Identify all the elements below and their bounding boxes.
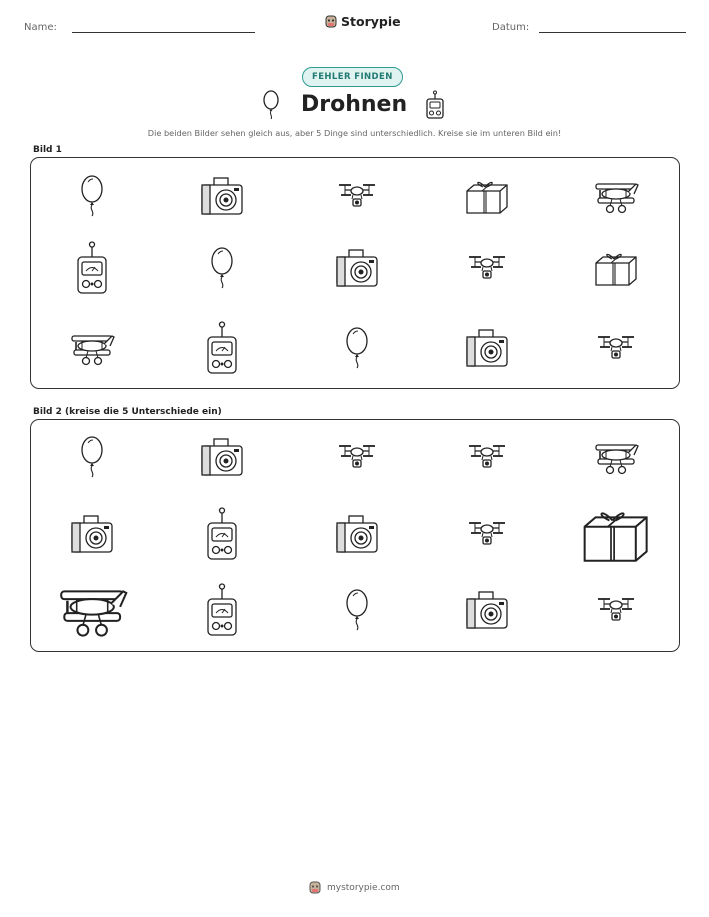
- date-label: Datum:: [492, 22, 530, 33]
- storypie-footer-icon: [308, 880, 322, 895]
- bild1-camera-icon: [312, 230, 402, 306]
- bild2-gift-icon[interactable]: [571, 496, 661, 572]
- bild1-gift-icon: [442, 158, 532, 234]
- name-label: Name:: [24, 22, 57, 33]
- bild1-plane-icon: [47, 310, 137, 386]
- title-radio-icon: [424, 90, 446, 124]
- bild2-drone-icon[interactable]: [442, 419, 532, 495]
- bild1-camera-icon: [177, 158, 267, 234]
- bild2-plane-icon[interactable]: [571, 419, 661, 495]
- bild1-plane-icon: [571, 158, 661, 234]
- bild1-drone-icon: [312, 158, 402, 234]
- bild2-camera-icon[interactable]: [177, 419, 267, 495]
- bild1-drone-icon: [442, 230, 532, 306]
- bild1-radio-icon: [177, 310, 267, 386]
- brand-name: Storypie: [341, 14, 401, 29]
- bild2-camera-icon[interactable]: [312, 496, 402, 572]
- category-badge: FEHLER FINDEN: [302, 67, 403, 87]
- bild2-drone-icon[interactable]: [312, 419, 402, 495]
- bild2-camera-icon[interactable]: [47, 496, 137, 572]
- bild2-plane-icon[interactable]: [47, 572, 137, 648]
- bild1-label: Bild 1: [33, 145, 62, 155]
- bild2-balloon-icon[interactable]: [312, 572, 402, 648]
- instructions-text: Die beiden Bilder sehen gleich aus, aber 5 Dinge sind unterschiedlich. Kreise sie im unteren Bild ein!: [147, 128, 562, 138]
- storypie-mascot-icon: [324, 14, 338, 29]
- date-line[interactable]: [539, 32, 686, 33]
- footer: [308, 880, 400, 895]
- bild1-drone-icon: [571, 310, 661, 386]
- footer-url: mystorypie.com: [327, 882, 400, 893]
- title-balloon-icon: [262, 90, 280, 124]
- bild1-camera-icon: [442, 310, 532, 386]
- bild1-balloon-icon: [47, 158, 137, 234]
- bild2-balloon-icon[interactable]: [47, 419, 137, 495]
- bild2-radio-icon[interactable]: [177, 496, 267, 572]
- brand-logo: [324, 14, 401, 29]
- bild1-radio-icon: [47, 230, 137, 306]
- bild2-drone-icon[interactable]: [442, 496, 532, 572]
- bild2-drone-icon[interactable]: [571, 572, 661, 648]
- bild1-balloon-icon: [312, 310, 402, 386]
- bild1-gift-icon: [571, 230, 661, 306]
- name-line[interactable]: [72, 32, 255, 33]
- bild2-radio-icon[interactable]: [177, 572, 267, 648]
- bild1-balloon-icon: [177, 230, 267, 306]
- bild2-camera-icon[interactable]: [442, 572, 532, 648]
- page-title: Drohnen: [301, 92, 408, 117]
- bild2-label: Bild 2 (kreise die 5 Unterschiede ein): [33, 407, 222, 417]
